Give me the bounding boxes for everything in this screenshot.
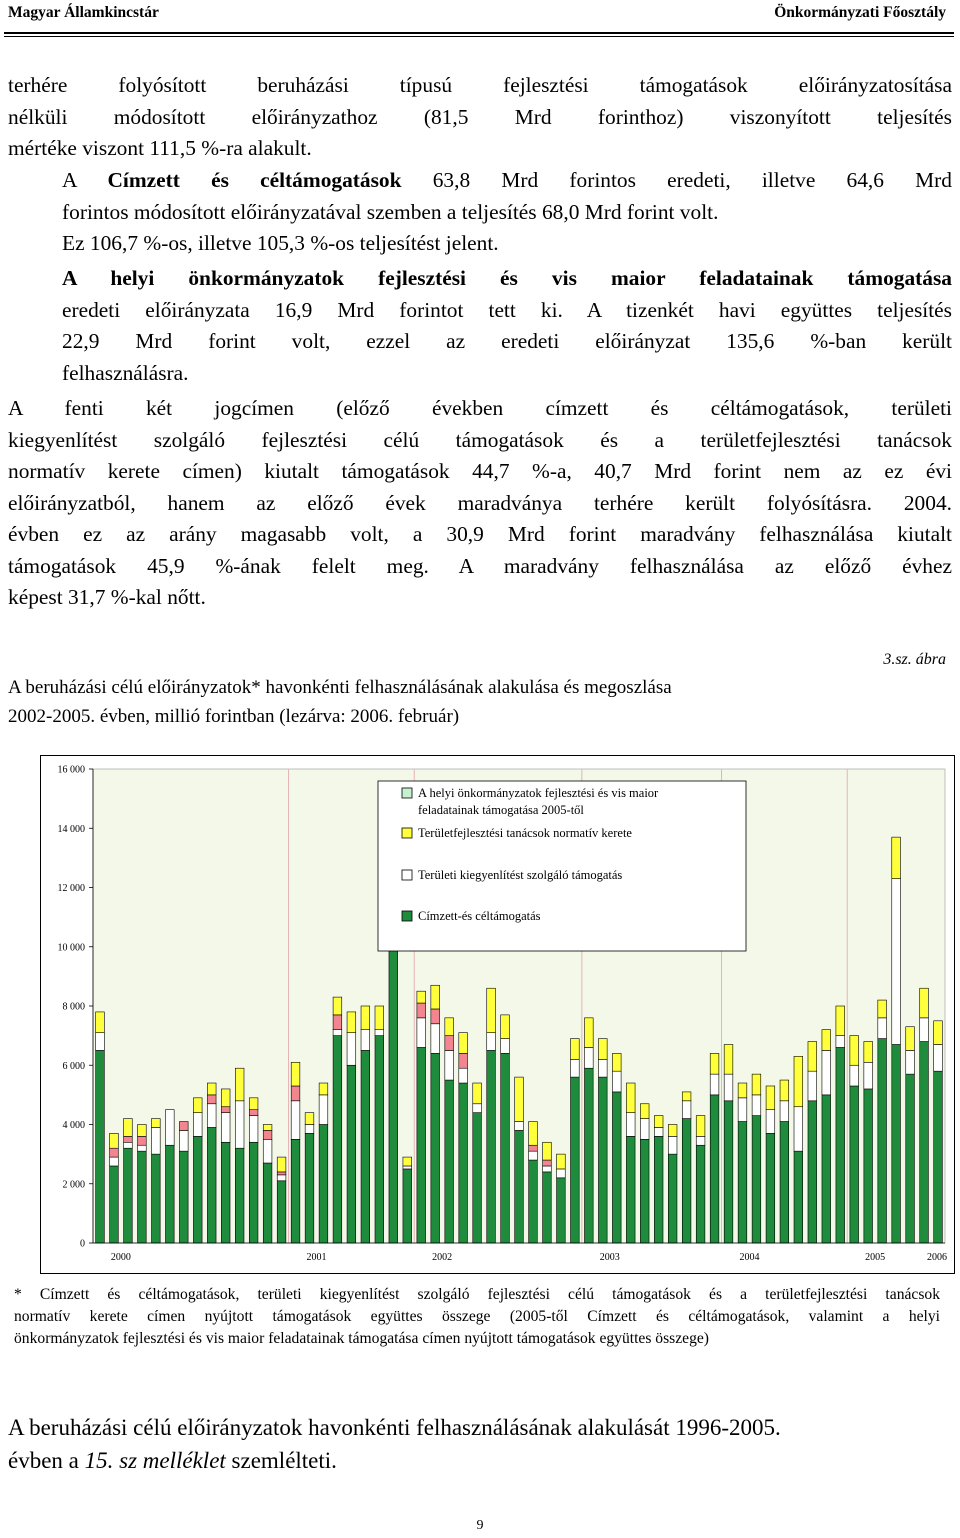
bar-segment [473, 1104, 482, 1113]
annex-reference: 15. sz melléklet [84, 1448, 226, 1473]
bar-segment [347, 1033, 356, 1066]
x-year-label: 2002 [432, 1252, 453, 1263]
bar-segment [417, 1003, 426, 1018]
bar-segment [612, 1092, 621, 1243]
x-year-label: 2005 [865, 1252, 886, 1263]
legend-label: A helyi önkormányzatok fejlesztési és vis maior [418, 786, 659, 800]
paragraph-4-line: támogatások 45,9 %-ának felelt meg. A maradvány felhasználása az előző évhez [8, 553, 952, 578]
bar-segment [920, 1042, 929, 1243]
bar-segment [138, 1145, 147, 1151]
footnote-line: normatív kerete címen nyújtott támogatások együttes összege (2005-től Címzett és céltámogatások, valamint a helyi [14, 1308, 940, 1325]
bar-segment [682, 1119, 691, 1243]
bar-segment [347, 1065, 356, 1243]
y-tick-label: 12 000 [57, 883, 85, 894]
bar-segment [417, 1047, 426, 1243]
bar-segment [850, 1036, 859, 1066]
y-tick-label: 10 000 [57, 942, 85, 954]
x-year-label: 2006 [927, 1252, 947, 1263]
legend-label: Területfejlesztési tanácsok normatív kerete [418, 826, 632, 840]
bar-segment [445, 1080, 454, 1243]
bar-segment [333, 1036, 342, 1243]
bar-segment [445, 1036, 454, 1051]
legend-swatch [402, 828, 412, 838]
paragraph-3-line1: A helyi önkormányzatok fejlesztési és vis maior feladatainak támogatása [62, 266, 952, 290]
bar-segment [654, 1136, 663, 1243]
bar-segment [249, 1142, 258, 1243]
bar-segment [836, 1047, 845, 1243]
bar-segment [780, 1080, 789, 1101]
bar-segment [654, 1116, 663, 1128]
bar-segment [668, 1136, 677, 1154]
bar-segment [417, 991, 426, 1003]
bar-segment [305, 1133, 314, 1243]
bar-segment [640, 1119, 649, 1140]
bar-segment [557, 1178, 566, 1243]
bar-segment [305, 1125, 314, 1134]
paragraph-4-line: kiegyenlítést szolgáló fejlesztési célú támogatások és a területfejlesztési tanácsok [8, 427, 952, 452]
bar-segment [473, 1083, 482, 1104]
bar-segment [403, 1157, 412, 1166]
y-tick-label: 14 000 [57, 823, 85, 835]
paragraph-3-line3: 22,9 Mrd forint volt, ezzel az eredeti előirányzat 135,6 %-ban került [62, 329, 952, 353]
bar-segment [878, 1039, 887, 1243]
header-right: Önkormányzati Főosztály [774, 4, 946, 21]
bar-segment [96, 1050, 105, 1243]
bar-segment [640, 1104, 649, 1119]
bar-segment [459, 1068, 468, 1083]
bar-segment [235, 1068, 244, 1101]
header-rule-thin [4, 36, 954, 37]
y-tick-label: 2 000 [62, 1179, 85, 1191]
bar-segment [850, 1065, 859, 1086]
bar-segment [808, 1101, 817, 1243]
bar-segment [277, 1181, 286, 1243]
header-rule [4, 32, 954, 34]
bar-segment [612, 1053, 621, 1071]
bar-segment [207, 1095, 216, 1104]
bar-segment [878, 1018, 887, 1039]
bar-segment [822, 1095, 831, 1243]
bar-segment [626, 1083, 635, 1113]
bar-segment [487, 1033, 496, 1051]
bar-segment [221, 1113, 230, 1143]
paragraph-3-line2: eredeti előirányzata 16,9 Mrd forintot tett ki. A tizenkét havi együttes teljesítés [62, 297, 952, 322]
bar-segment [124, 1148, 133, 1243]
bar-segment [263, 1125, 272, 1131]
bar-segment [361, 1030, 370, 1051]
footnote-line: önkormányzatok fejlesztési és vis maior feladatainak támogatása címen nyújtott támogatások együttes összege) [14, 1330, 709, 1347]
bar-segment [431, 1053, 440, 1243]
bar-segment [696, 1116, 705, 1137]
bar-segment [543, 1142, 552, 1160]
bar-segment [235, 1101, 244, 1148]
bar-segment [361, 1006, 370, 1030]
bar-segment [906, 1050, 915, 1074]
bar-segment [920, 1018, 929, 1042]
bar-segment [696, 1136, 705, 1145]
x-year-label: 2001 [306, 1252, 327, 1263]
paragraph-2-bold: Címzett és céltámogatások [107, 168, 402, 192]
bar-segment [920, 988, 929, 1018]
paragraph-4-line: évben ez az arány magasabb volt, a 30,9 Mrd forint maradvány felhasználása kiutalt [8, 522, 952, 546]
bar-segment [193, 1136, 202, 1243]
bar-segment [626, 1113, 635, 1137]
bar-segment [557, 1169, 566, 1178]
bar-segment [110, 1133, 119, 1148]
bar-segment [780, 1101, 789, 1122]
bar-segment [152, 1127, 161, 1154]
bar-segment [305, 1113, 314, 1125]
figure-footnote [14, 1284, 940, 1350]
bar-segment [333, 1030, 342, 1036]
bar-segment [515, 1130, 524, 1243]
bar-segment [682, 1101, 691, 1119]
bar-segment [780, 1122, 789, 1243]
legend-label: Címzett-és céltámogatás [418, 909, 541, 923]
bar-segment [249, 1110, 258, 1116]
bar-segment [752, 1095, 761, 1116]
x-year-label: 2004 [739, 1252, 760, 1263]
paragraph-4 [8, 393, 952, 614]
bar-segment [165, 1145, 174, 1243]
bar-segment [710, 1074, 719, 1095]
bar-segment [235, 1148, 244, 1243]
bar-segment [375, 1006, 384, 1030]
bar-segment [738, 1098, 747, 1122]
bar-segment [822, 1050, 831, 1094]
bar-segment [934, 1021, 943, 1045]
bar-segment [263, 1139, 272, 1163]
bar-segment [696, 1145, 705, 1243]
figure-caption-line1: A beruházási célú előirányzatok* havonkénti felhasználásának alakulása és megoszlása [8, 677, 672, 698]
bar-segment [710, 1053, 719, 1074]
bar-segment [487, 1050, 496, 1243]
closing-line2: évben a 15. sz melléklet szemlélteti. [8, 1448, 337, 1473]
bar-segment [892, 837, 901, 878]
bar-segment [766, 1110, 775, 1134]
y-tick-label: 4 000 [62, 1120, 85, 1131]
bar-segment [361, 1050, 370, 1243]
bar-segment [529, 1151, 538, 1160]
bar-segment [138, 1151, 147, 1243]
page-number: 9 [476, 1518, 484, 1533]
bar-segment [892, 1045, 901, 1243]
bar-segment [249, 1116, 258, 1143]
bar-segment [501, 1039, 510, 1054]
bar-segment [906, 1027, 915, 1051]
bar-segment [179, 1130, 188, 1151]
bar-segment [892, 879, 901, 1045]
bar-segment [571, 1039, 580, 1060]
bar-segment [110, 1166, 119, 1243]
bar-segment [794, 1151, 803, 1243]
bar-segment [515, 1122, 524, 1131]
bar-segment [221, 1089, 230, 1107]
bar-segment [138, 1125, 147, 1137]
paragraph-2 [62, 165, 952, 260]
bar-segment [333, 997, 342, 1015]
bar-segment [319, 1125, 328, 1244]
bar-segment [403, 1166, 412, 1169]
bar-segment [459, 1053, 468, 1068]
bar-segment [808, 1042, 817, 1072]
bar-segment [291, 1086, 300, 1101]
bar-segment [668, 1154, 677, 1243]
bar-segment [110, 1148, 119, 1157]
bar-segment [179, 1151, 188, 1243]
bar-segment [557, 1154, 566, 1169]
footnote-line: * Címzett és céltámogatások, területi kiegyenlítést szolgáló fejlesztési célú támogatások és a területfejlesztési tanácsok [14, 1286, 940, 1303]
bar-segment [110, 1157, 119, 1166]
bar-segment [640, 1139, 649, 1243]
bar-segment [598, 1059, 607, 1077]
paragraph-4-line: előirányzatból, hanem az előző évek maradványa terhére került folyósításra. 2004. [8, 490, 952, 515]
bar-segment [724, 1101, 733, 1243]
bar-segment [263, 1130, 272, 1139]
paragraph-2-line3: Ez 106,7 %-os, illetve 105,3 %-os teljesítést jelent. [62, 231, 499, 255]
bar-segment [124, 1119, 133, 1137]
bar-segment [431, 1024, 440, 1054]
paragraph-4-line: képest 31,7 %-kal nőtt. [8, 585, 206, 609]
paragraph-3 [62, 263, 952, 389]
bar-segment [403, 1169, 412, 1243]
bar-segment [724, 1074, 733, 1101]
bar-segment [138, 1136, 147, 1145]
bar-segment [277, 1157, 286, 1172]
bar-segment [571, 1059, 580, 1077]
bar-segment [193, 1113, 202, 1137]
legend-swatch [402, 911, 412, 921]
bar-segment [864, 1062, 873, 1089]
bar-segment [529, 1160, 538, 1243]
stacked-bar-chart [40, 755, 955, 1275]
bar-segment [277, 1172, 286, 1175]
x-year-label: 2000 [110, 1252, 131, 1263]
closing-line1: A beruházási célú előirányzatok havonkénti felhasználásának alakulását 1996-2005. [8, 1415, 781, 1440]
bar-segment [836, 1006, 845, 1036]
bar-segment [221, 1142, 230, 1243]
bar-segment [822, 1030, 831, 1051]
bar-segment [473, 1113, 482, 1243]
bar-segment [906, 1074, 915, 1243]
bar-segment [152, 1119, 161, 1128]
paragraph-1-line: terhére folyósított beruházási típusú fejlesztési támogatások előirányzatosítása [8, 73, 952, 97]
bar-segment [766, 1133, 775, 1243]
bar-segment [515, 1077, 524, 1121]
bar-segment [724, 1045, 733, 1075]
bar-segment [124, 1142, 133, 1148]
bar-segment [585, 1018, 594, 1048]
bar-segment [598, 1039, 607, 1060]
header-left: Magyar Államkincstár [8, 4, 159, 21]
bar-segment [445, 1050, 454, 1080]
bar-segment [864, 1042, 873, 1063]
figure-label: 3.sz. ábra [883, 651, 946, 668]
bar-segment [459, 1033, 468, 1054]
y-tick-label: 0 [80, 1238, 85, 1250]
bar-segment [543, 1160, 552, 1166]
bar-segment [221, 1107, 230, 1113]
y-tick-label: 16 000 [57, 764, 85, 776]
bar-segment [207, 1127, 216, 1243]
bar-segment [417, 1018, 426, 1048]
bar-segment [529, 1122, 538, 1146]
bar-segment [487, 988, 496, 1032]
bar-segment [96, 1012, 105, 1033]
bar-segment [934, 1045, 943, 1072]
bar-segment [850, 1086, 859, 1243]
bar-segment [836, 1036, 845, 1048]
paragraph-1 [8, 70, 952, 165]
bar-segment [738, 1122, 747, 1243]
bar-segment [193, 1098, 202, 1113]
bar-segment [752, 1074, 761, 1095]
legend-swatch [402, 788, 412, 798]
bar-segment [529, 1145, 538, 1151]
bar-segment [179, 1122, 188, 1131]
bar-segment [375, 1036, 384, 1243]
bar-segment [543, 1172, 552, 1243]
y-tick-label: 8 000 [62, 1001, 85, 1013]
paragraph-1-line: nélküli módosított előirányzathoz (81,5 Mrd forinthoz) viszonyított teljesítés [8, 104, 952, 129]
x-year-label: 2003 [599, 1252, 620, 1263]
bar-segment [612, 1071, 621, 1092]
bar-segment [152, 1154, 161, 1243]
bar-segment [682, 1092, 691, 1101]
bar-segment [543, 1166, 552, 1172]
bar-segment [431, 985, 440, 1009]
bar-segment [794, 1056, 803, 1106]
bar-segment [654, 1127, 663, 1136]
bar-segment [501, 1015, 510, 1039]
legend-label: feladatainak támogatása 2005-től [418, 803, 584, 817]
bar-segment [571, 1077, 580, 1243]
bar-segment [501, 1053, 510, 1243]
bar-segment [626, 1136, 635, 1243]
bar-segment [277, 1175, 286, 1181]
bar-segment [431, 1009, 440, 1024]
bar-segment [207, 1104, 216, 1128]
bar-segment [598, 1077, 607, 1243]
bar-segment [333, 1015, 342, 1030]
bar-segment [165, 1110, 174, 1146]
bar-segment [585, 1068, 594, 1243]
paragraph-3-line4: felhasználásra. [62, 360, 189, 385]
figure-caption [8, 673, 878, 731]
paragraph-4-line: normatív kerete címen) kiutalt támogatások 44,7 %-a, 40,7 Mrd forint nem az ez évi [8, 459, 952, 483]
bar-segment [347, 1012, 356, 1033]
bar-segment [291, 1139, 300, 1243]
bar-segment [319, 1095, 328, 1125]
bar-segment [459, 1083, 468, 1243]
bar-segment [96, 1033, 105, 1051]
legend-label: Területi kiegyenlítést szolgáló támogatás [418, 868, 623, 882]
paragraph-2-line1: A Címzett és céltámogatások 63,8 Mrd forintos eredeti, illetve 64,6 Mrd [62, 168, 952, 192]
bar-segment [319, 1083, 328, 1095]
bar-segment [710, 1095, 719, 1243]
bar-segment [934, 1071, 943, 1243]
bar-segment [249, 1098, 258, 1110]
bar-segment [878, 1000, 887, 1018]
bar-segment [207, 1083, 216, 1095]
bar-segment [752, 1116, 761, 1243]
bar-segment [445, 1018, 454, 1036]
legend-swatch [402, 870, 412, 880]
bar-segment [124, 1136, 133, 1142]
figure-caption-line2: 2002-2005. évben, millió forintban (lezárva: 2006. február) [8, 706, 460, 727]
bar-segment [864, 1089, 873, 1243]
bar-segment [585, 1047, 594, 1068]
bar-segment [389, 932, 398, 1243]
bar-segment [375, 1030, 384, 1036]
bar-segment [263, 1163, 272, 1243]
paragraph-1-line: mértéke viszont 111,5 %-ra alakult. [8, 136, 312, 160]
y-tick-label: 6 000 [62, 1060, 85, 1072]
bar-segment [668, 1125, 677, 1137]
closing-paragraph [8, 1411, 952, 1477]
bar-segment [808, 1071, 817, 1101]
bar-segment [738, 1083, 747, 1098]
paragraph-4-line: A fenti két jogcímen (előző években címzett és céltámogatások, területi [8, 396, 952, 420]
bar-segment [291, 1062, 300, 1086]
paragraph-2-line2: forintos módosított előirányzatával szemben a teljesítés 68,0 Mrd forint volt. [62, 199, 719, 224]
bar-segment [766, 1086, 775, 1110]
bar-segment [291, 1101, 300, 1140]
bar-segment [794, 1107, 803, 1151]
